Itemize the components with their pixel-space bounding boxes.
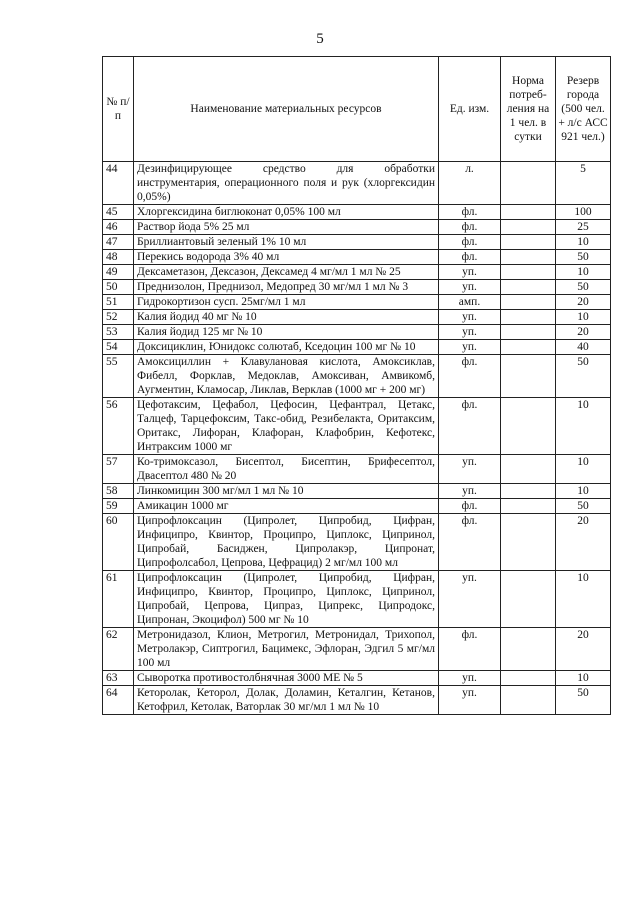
table-row bbox=[103, 671, 611, 686]
cell-num: 44 bbox=[103, 162, 134, 205]
cell-name: Калия йодид 40 мг № 10 bbox=[134, 310, 439, 325]
cell-name: Ципрофлоксацин (Ципролет, Ципробид, Цифран, Инфиципро, Квинтор, Проципро, Циплокс, Ципринол, Ципробай, Цепрова, Ципраз, Ципрекс, Ципродокс, Ципронан, Экоцифол) 500 мг № 10 bbox=[134, 571, 439, 628]
table-row bbox=[103, 235, 611, 250]
cell-norm bbox=[501, 265, 556, 280]
cell-unit: фл. bbox=[439, 220, 501, 235]
table-row bbox=[103, 355, 611, 398]
cell-unit: уп. bbox=[439, 325, 501, 340]
cell-unit: л. bbox=[439, 162, 501, 205]
cell-unit: уп. bbox=[439, 310, 501, 325]
cell-norm bbox=[501, 571, 556, 628]
header-name: Наименование материальных ресурсов bbox=[134, 57, 439, 162]
cell-norm bbox=[501, 355, 556, 398]
cell-unit: уп. bbox=[439, 340, 501, 355]
table-row bbox=[103, 499, 611, 514]
table-row bbox=[103, 628, 611, 671]
cell-num: 63 bbox=[103, 671, 134, 686]
table-row bbox=[103, 162, 611, 205]
table-row bbox=[103, 220, 611, 235]
cell-reserve: 10 bbox=[556, 265, 611, 280]
cell-unit: уп. bbox=[439, 280, 501, 295]
cell-unit: уп. bbox=[439, 686, 501, 715]
cell-num: 48 bbox=[103, 250, 134, 265]
cell-norm bbox=[501, 686, 556, 715]
cell-reserve: 5 bbox=[556, 162, 611, 205]
table-row bbox=[103, 295, 611, 310]
cell-unit: фл. bbox=[439, 628, 501, 671]
cell-reserve: 10 bbox=[556, 484, 611, 499]
cell-unit: уп. bbox=[439, 671, 501, 686]
table-row bbox=[103, 250, 611, 265]
cell-reserve: 50 bbox=[556, 250, 611, 265]
cell-norm bbox=[501, 514, 556, 571]
cell-name: Преднизолон, Преднизол, Медопред 30 мг/мл 1 мл № 3 bbox=[134, 280, 439, 295]
cell-reserve: 100 bbox=[556, 205, 611, 220]
cell-norm bbox=[501, 484, 556, 499]
cell-norm bbox=[501, 310, 556, 325]
cell-norm bbox=[501, 235, 556, 250]
cell-num: 47 bbox=[103, 235, 134, 250]
table-row bbox=[103, 310, 611, 325]
cell-num: 62 bbox=[103, 628, 134, 671]
table-row bbox=[103, 325, 611, 340]
table-row bbox=[103, 571, 611, 628]
cell-name: Линкомицин 300 мг/мл 1 мл № 10 bbox=[134, 484, 439, 499]
header-reserve: Резерв города (500 чел. + л/с АСС 921 чел.) bbox=[556, 57, 611, 162]
cell-num: 50 bbox=[103, 280, 134, 295]
cell-name: Хлоргексидина биглюконат 0,05% 100 мл bbox=[134, 205, 439, 220]
cell-unit: фл. bbox=[439, 499, 501, 514]
cell-unit: фл. bbox=[439, 514, 501, 571]
cell-name: Доксициклин, Юнидокс солютаб, Кседоцин 100 мг № 10 bbox=[134, 340, 439, 355]
cell-num: 64 bbox=[103, 686, 134, 715]
cell-norm bbox=[501, 280, 556, 295]
cell-name: Кеторолак, Кеторол, Долак, Доламин, Кеталгин, Кетанов, Кетофрил, Кетолак, Ваторлак 30 мг/мл 1 мл № 10 bbox=[134, 686, 439, 715]
cell-reserve: 50 bbox=[556, 280, 611, 295]
cell-norm bbox=[501, 499, 556, 514]
cell-name: Перекись водорода 3% 40 мл bbox=[134, 250, 439, 265]
cell-num: 54 bbox=[103, 340, 134, 355]
cell-num: 49 bbox=[103, 265, 134, 280]
cell-name: Цефотаксим, Цефабол, Цефосин, Цефантрал, Цетакс, Талцеф, Тарцефоксим, Такс-обид, Резибелакта, Оритаксим, Оритакс, Лифоран, Клафоран, Клафобрин, Кефотекс, Интраксим 1000 мг bbox=[134, 398, 439, 455]
header-num: № п/п bbox=[103, 57, 134, 162]
cell-reserve: 10 bbox=[556, 571, 611, 628]
cell-reserve: 25 bbox=[556, 220, 611, 235]
cell-reserve: 10 bbox=[556, 671, 611, 686]
cell-name: Гидрокортизон сусп. 25мг/мл 1 мл bbox=[134, 295, 439, 310]
table-row bbox=[103, 265, 611, 280]
cell-norm bbox=[501, 295, 556, 310]
cell-reserve: 20 bbox=[556, 325, 611, 340]
cell-num: 56 bbox=[103, 398, 134, 455]
cell-norm bbox=[501, 628, 556, 671]
cell-num: 53 bbox=[103, 325, 134, 340]
header-unit: Ед. изм. bbox=[439, 57, 501, 162]
cell-reserve: 20 bbox=[556, 628, 611, 671]
cell-reserve: 20 bbox=[556, 514, 611, 571]
cell-norm bbox=[501, 455, 556, 484]
cell-reserve: 20 bbox=[556, 295, 611, 310]
table-row bbox=[103, 686, 611, 715]
cell-name: Раствор йода 5% 25 мл bbox=[134, 220, 439, 235]
cell-norm bbox=[501, 205, 556, 220]
resources-table bbox=[102, 56, 611, 715]
cell-name: Амикацин 1000 мг bbox=[134, 499, 439, 514]
cell-num: 61 bbox=[103, 571, 134, 628]
table-row bbox=[103, 205, 611, 220]
cell-name: Калия йодид 125 мг № 10 bbox=[134, 325, 439, 340]
cell-num: 51 bbox=[103, 295, 134, 310]
cell-name: Ципрофлоксацин (Ципролет, Ципробид, Цифран, Инфиципро, Квинтор, Проципро, Циплокс, Ципринол, Ципробай, Басиджен, Ципролакэр, Ципронат, Ципрофолсабол, Цепрова, Цефрацид) 2 мг/мл 100 мл bbox=[134, 514, 439, 571]
header-norm: Норма потреб-ления на 1 чел. в сутки bbox=[501, 57, 556, 162]
cell-norm bbox=[501, 671, 556, 686]
cell-name: Дексаметазон, Дексазон, Дексамед 4 мг/мл 1 мл № 25 bbox=[134, 265, 439, 280]
table-row bbox=[103, 280, 611, 295]
cell-num: 45 bbox=[103, 205, 134, 220]
cell-norm bbox=[501, 398, 556, 455]
cell-name: Метронидазол, Клион, Метрогил, Метронидал, Трихопол, Метролакэр, Сиптрогил, Бацимекс, Эфлоран, Эдгил 5 мг/мл 100 мл bbox=[134, 628, 439, 671]
cell-num: 55 bbox=[103, 355, 134, 398]
cell-norm bbox=[501, 250, 556, 265]
cell-reserve: 50 bbox=[556, 499, 611, 514]
cell-name: Сыворотка противостолбнячная 3000 МЕ № 5 bbox=[134, 671, 439, 686]
cell-unit: фл. bbox=[439, 205, 501, 220]
cell-reserve: 10 bbox=[556, 398, 611, 455]
cell-reserve: 40 bbox=[556, 340, 611, 355]
cell-unit: уп. bbox=[439, 455, 501, 484]
cell-norm bbox=[501, 220, 556, 235]
cell-reserve: 50 bbox=[556, 686, 611, 715]
table-header-row bbox=[103, 57, 611, 162]
table-body bbox=[103, 162, 611, 715]
cell-unit: фл. bbox=[439, 355, 501, 398]
cell-num: 52 bbox=[103, 310, 134, 325]
cell-reserve: 50 bbox=[556, 355, 611, 398]
cell-name: Бриллиантовый зеленый 1% 10 мл bbox=[134, 235, 439, 250]
cell-unit: фл. bbox=[439, 398, 501, 455]
cell-num: 46 bbox=[103, 220, 134, 235]
cell-norm bbox=[501, 325, 556, 340]
cell-num: 58 bbox=[103, 484, 134, 499]
cell-name: Ко-тримоксазол, Бисептол, Бисептин, Брифесептол, Двасептол 480 № 20 bbox=[134, 455, 439, 484]
cell-unit: уп. bbox=[439, 484, 501, 499]
cell-num: 57 bbox=[103, 455, 134, 484]
cell-name: Дезинфицирующее средство для обработки инструментария, операционного поля и рук (хлоргексидин 0,05%) bbox=[134, 162, 439, 205]
cell-unit: фл. bbox=[439, 250, 501, 265]
cell-unit: уп. bbox=[439, 265, 501, 280]
cell-unit: амп. bbox=[439, 295, 501, 310]
cell-name: Амоксициллин + Клавулановая кислота, Амоксиклав, Фибелл, Форклав, Медоклав, Амоксиван, Амвикомб, Аугментин, Кламосар, Ликлав, Верклав (1000 мг + 200 мг) bbox=[134, 355, 439, 398]
table-row bbox=[103, 340, 611, 355]
table-row bbox=[103, 455, 611, 484]
cell-unit: фл. bbox=[439, 235, 501, 250]
cell-num: 60 bbox=[103, 514, 134, 571]
table-row bbox=[103, 484, 611, 499]
page-number: 5 bbox=[316, 31, 324, 47]
cell-reserve: 10 bbox=[556, 455, 611, 484]
cell-reserve: 10 bbox=[556, 310, 611, 325]
cell-norm bbox=[501, 162, 556, 205]
cell-norm bbox=[501, 340, 556, 355]
table-row bbox=[103, 398, 611, 455]
cell-num: 59 bbox=[103, 499, 134, 514]
cell-reserve: 10 bbox=[556, 235, 611, 250]
cell-unit: уп. bbox=[439, 571, 501, 628]
table-row bbox=[103, 514, 611, 571]
